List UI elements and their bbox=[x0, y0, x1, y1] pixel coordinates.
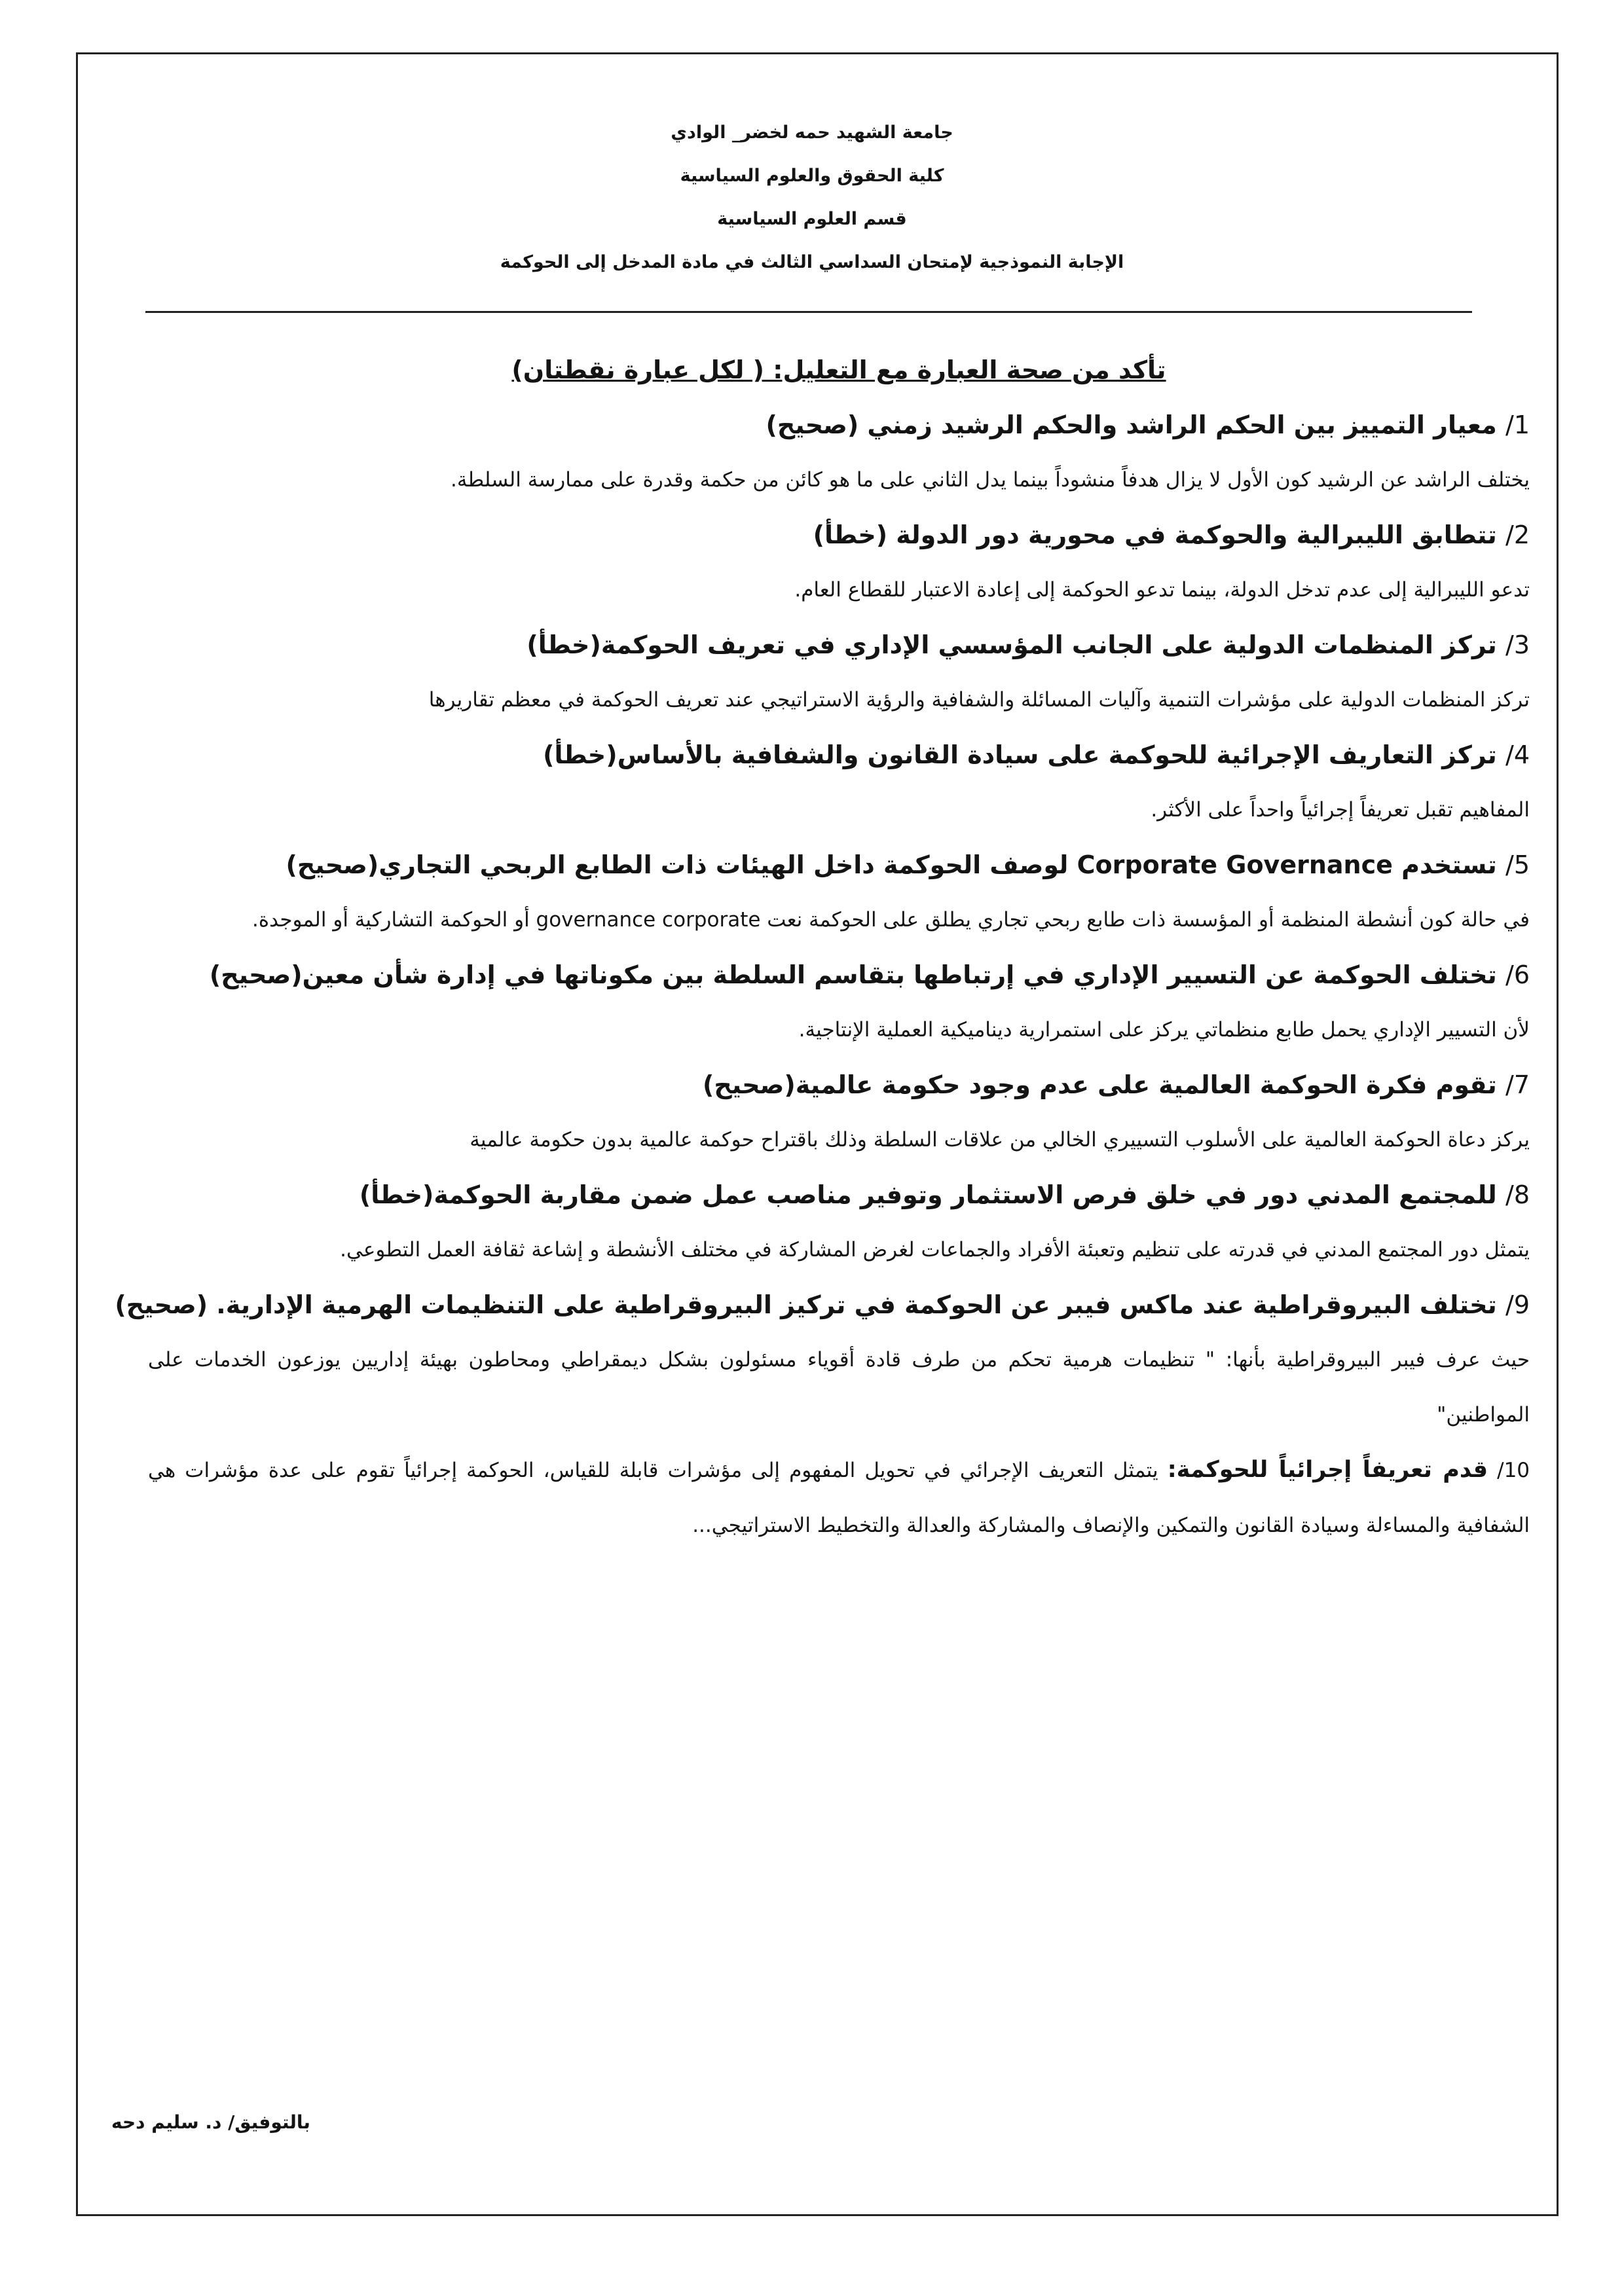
question-item bbox=[148, 507, 1530, 617]
question-line bbox=[148, 617, 1530, 672]
question-statement: قدم تعريفاً إجرائياً للحوكمة: bbox=[1167, 1457, 1488, 1483]
question-line bbox=[148, 1167, 1530, 1222]
answer-text: يركز دعاة الحوكمة العالمية على الأسلوب التسييري الخالي من علاقات السلطة وذلك باقتراح حوكمة عالمية بدون حكومة عالمية bbox=[470, 1128, 1530, 1152]
university-name: جامعة الشهيد حمه لخضر_ الوادي bbox=[671, 122, 953, 143]
question-number: 5/ bbox=[1505, 850, 1530, 879]
answer-key-body bbox=[115, 344, 1530, 1553]
question-statement: للمجتمع المدني دور في خلق فرص الاستثمار وتوفير مناصب عمل ضمن مقاربة الحوكمة(خطأ) bbox=[359, 1180, 1497, 1209]
question-statement: تختلف الحوكمة عن التسيير الإداري في إرتباطها بتقاسم السلطة بين مكوناتها في إدارة شأن معين(صحيح) bbox=[209, 960, 1497, 989]
answer-text: تدعو الليبرالية إلى عدم تدخل الدولة، بينما تدعو الحوكمة إلى إعادة الاعتبار للقطاع العام. bbox=[794, 578, 1530, 602]
question-item bbox=[148, 947, 1530, 1057]
question-number: 8/ bbox=[1505, 1180, 1530, 1209]
answer-text: في حالة كون أنشطة المنظمة أو المؤسسة ذات طابع ربحي تجاري يطلق على الحوكمة نعت governance corporate أو الحوكمة التشاركية أو الموجدة. bbox=[251, 908, 1530, 932]
answer-text: يتمثل التعريف الإجرائي في تحويل المفهوم إلى مؤشرات قابلة للقياس، الحوكمة إجرائياً تقوم على عدة مؤشرات هي الشفافية والمساءلة وسيادة القانون والتمكين والإنصاف والمشاركة والعدالة والتخطيط الاستراتيجي... bbox=[148, 1459, 1530, 1537]
question-number: 7/ bbox=[1505, 1070, 1530, 1099]
question-statement: معيار التمييز بين الحكم الراشد والحكم الرشيد زمني (صحيح) bbox=[766, 410, 1497, 439]
question-line bbox=[148, 947, 1530, 1002]
answer-text: لأن التسيير الإداري يحمل طابع منظماتي يركز على استمرارية ديناميكية العملية الإنتاجية. bbox=[798, 1018, 1530, 1042]
question-10-text bbox=[148, 1442, 1530, 1553]
question-statement: تركز التعاريف الإجرائية للحوكمة على سيادة القانون والشفافية بالأساس(خطأ) bbox=[543, 740, 1497, 769]
question-item bbox=[148, 397, 1530, 507]
question-line bbox=[148, 1057, 1530, 1112]
signature: بالتوفيق/ د. سليم دحه bbox=[111, 2111, 310, 2133]
faculty-name: كلية الحقوق والعلوم السياسية bbox=[680, 166, 944, 186]
question-item bbox=[148, 1167, 1530, 1277]
question-statement: تقوم فكرة الحوكمة العالمية على عدم وجود حكومة عالمية(صحيح) bbox=[702, 1070, 1497, 1099]
question-number: 6/ bbox=[1505, 960, 1530, 989]
question-item bbox=[148, 1057, 1530, 1167]
question-line bbox=[115, 1277, 1530, 1332]
answer-text: يتمثل دور المجتمع المدني في قدرته على تنظيم وتعبئة الأفراد والجماعات لغرض المشاركة في مختلف الأنشطة و إشاعة ثقافة العمل التطوعي. bbox=[340, 1238, 1530, 1262]
department-name: قسم العلوم السياسية bbox=[717, 209, 907, 229]
answer-text: المفاهيم تقبل تعريفاً إجرائياً واحداً على الأكثر. bbox=[1151, 798, 1530, 822]
question-line bbox=[148, 837, 1530, 892]
header-divider bbox=[145, 311, 1472, 313]
question-item-10 bbox=[148, 1442, 1530, 1553]
question-number: 2/ bbox=[1505, 520, 1530, 549]
question-number: 4/ bbox=[1505, 740, 1530, 769]
section-heading: تأكد من صحة العبارة مع التعليل: ( لكل عبارة نقطتان) bbox=[511, 355, 1166, 384]
question-item bbox=[115, 1277, 1530, 1442]
exam-title: الإجابة النموذجية لإمتحان السداسي الثالث في مادة المدخل إلى الحوكمة bbox=[500, 252, 1124, 272]
question-statement: تختلف البيروقراطية عند ماكس فيبر عن الحوكمة في تركيز البيروقراطية على التنظيمات الهرمية الإدارية. (صحيح) bbox=[115, 1290, 1497, 1319]
question-number: 9/ bbox=[1505, 1290, 1530, 1319]
question-line bbox=[148, 397, 1530, 452]
question-line bbox=[148, 727, 1530, 782]
question-line bbox=[148, 507, 1530, 562]
document-header bbox=[0, 111, 1624, 284]
question-number: 3/ bbox=[1505, 630, 1530, 659]
question-number: 10/ bbox=[1497, 1459, 1530, 1482]
question-item bbox=[148, 837, 1530, 947]
question-statement: تستخدم Corporate Governance لوصف الحوكمة داخل الهيئات ذات الطابع الربحي التجاري(صحيح) bbox=[286, 850, 1497, 879]
question-item bbox=[148, 727, 1530, 837]
question-statement: تتطابق الليبرالية والحوكمة في محورية دور الدولة (خطأ) bbox=[813, 520, 1497, 549]
question-item bbox=[148, 617, 1530, 727]
answer-text: تركز المنظمات الدولية على مؤشرات التنمية وآليات المسائلة والشفافية والرؤية الاستراتيجي عند تعريف الحوكمة في معظم تقاريرها bbox=[428, 688, 1530, 712]
answer-text: حيث عرف فيبر البيروقراطية بأنها: " تنظيمات هرمية تحكم من طرف قادة أقوياء مسئولون بشكل ديمقراطي ومحاطون بهيئة إداريين يوزعون الخدمات على المواطنين" bbox=[148, 1348, 1530, 1427]
question-list bbox=[115, 397, 1530, 1442]
question-statement: تركز المنظمات الدولية على الجانب المؤسسي الإداري في تعريف الحوكمة(خطأ) bbox=[526, 630, 1497, 659]
question-number: 1/ bbox=[1505, 410, 1530, 439]
answer-text: يختلف الراشد عن الرشيد كون الأول لا يزال هدفاً منشوداً بينما يدل الثاني على ما هو كائن من حكمة وقدرة على ممارسة السلطة. bbox=[450, 468, 1530, 492]
